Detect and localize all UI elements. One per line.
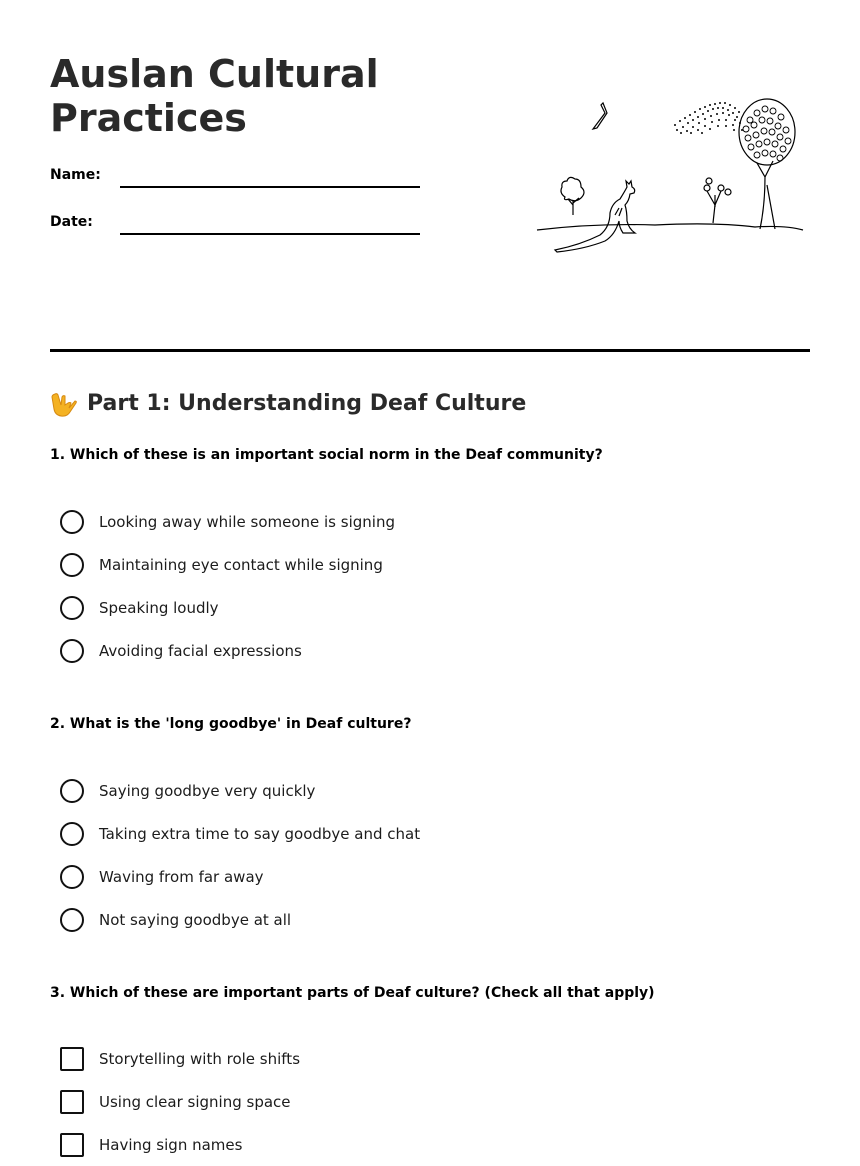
- checkbox[interactable]: [60, 1133, 84, 1157]
- option-label: Using clear signing space: [99, 1092, 291, 1111]
- radio-button[interactable]: [60, 596, 84, 620]
- question-3-option[interactable]: [60, 1123, 300, 1166]
- date-label: Date:: [50, 214, 93, 230]
- radio-button[interactable]: [60, 553, 84, 577]
- question-3-options: [60, 1037, 300, 1166]
- kangaroo-icon: [555, 181, 635, 252]
- boomerang-icon: [593, 103, 607, 129]
- section-divider: [50, 349, 810, 352]
- checkbox[interactable]: [60, 1090, 84, 1114]
- date-input-line[interactable]: [120, 233, 420, 235]
- small-tree-icon: [561, 177, 584, 215]
- question-2-option[interactable]: [60, 769, 420, 812]
- grass-tree-icon: [704, 178, 731, 223]
- ground-line: [537, 224, 803, 230]
- option-label: Not saying goodbye at all: [99, 910, 292, 929]
- question-2-option[interactable]: [60, 855, 420, 898]
- radio-button[interactable]: [60, 639, 84, 663]
- part1-heading: [50, 390, 526, 418]
- question-2-options: [60, 769, 420, 941]
- worksheet-title: Auslan Cultural Practices: [50, 52, 379, 140]
- name-field: [50, 166, 420, 184]
- question-1-option[interactable]: [60, 500, 395, 543]
- radio-button[interactable]: [60, 908, 84, 932]
- question-1-option[interactable]: [60, 586, 395, 629]
- love-you-hand-icon: [50, 391, 77, 418]
- radio-button[interactable]: [60, 865, 84, 889]
- option-label: Waving from far away: [99, 867, 264, 886]
- question-3-option[interactable]: [60, 1037, 300, 1080]
- option-label: Avoiding facial expressions: [99, 641, 302, 660]
- option-label: Looking away while someone is signing: [99, 512, 395, 531]
- date-field: [50, 213, 420, 231]
- dotted-foliage-icon: [674, 102, 743, 134]
- question-1-options: [60, 500, 395, 672]
- question-2: 2. What is the 'long goodbye' in Deaf culture?: [50, 716, 412, 732]
- outback-illustration: [535, 95, 810, 255]
- question-1-option[interactable]: [60, 629, 395, 672]
- name-label: Name:: [50, 167, 101, 183]
- radio-button[interactable]: [60, 779, 84, 803]
- question-3: 3. Which of these are important parts of Deaf culture? (Check all that apply): [50, 985, 655, 1001]
- checkbox[interactable]: [60, 1047, 84, 1071]
- radio-button[interactable]: [60, 822, 84, 846]
- gum-tree-icon: [739, 99, 795, 229]
- option-label: Maintaining eye contact while signing: [99, 555, 383, 574]
- option-label: Taking extra time to say goodbye and chat: [99, 824, 421, 843]
- option-label: Speaking loudly: [99, 598, 219, 617]
- option-label: Storytelling with role shifts: [99, 1049, 301, 1068]
- question-2-option[interactable]: [60, 898, 420, 941]
- question-1-option[interactable]: [60, 543, 395, 586]
- name-input-line[interactable]: [120, 186, 420, 188]
- part1-title: Part 1: Understanding Deaf Culture: [87, 391, 527, 416]
- radio-button[interactable]: [60, 510, 84, 534]
- question-2-option[interactable]: [60, 812, 420, 855]
- option-label: Having sign names: [99, 1135, 243, 1154]
- option-label: Saying goodbye very quickly: [99, 781, 316, 800]
- question-1: 1. Which of these is an important social norm in the Deaf community?: [50, 447, 603, 463]
- question-3-option[interactable]: [60, 1080, 300, 1123]
